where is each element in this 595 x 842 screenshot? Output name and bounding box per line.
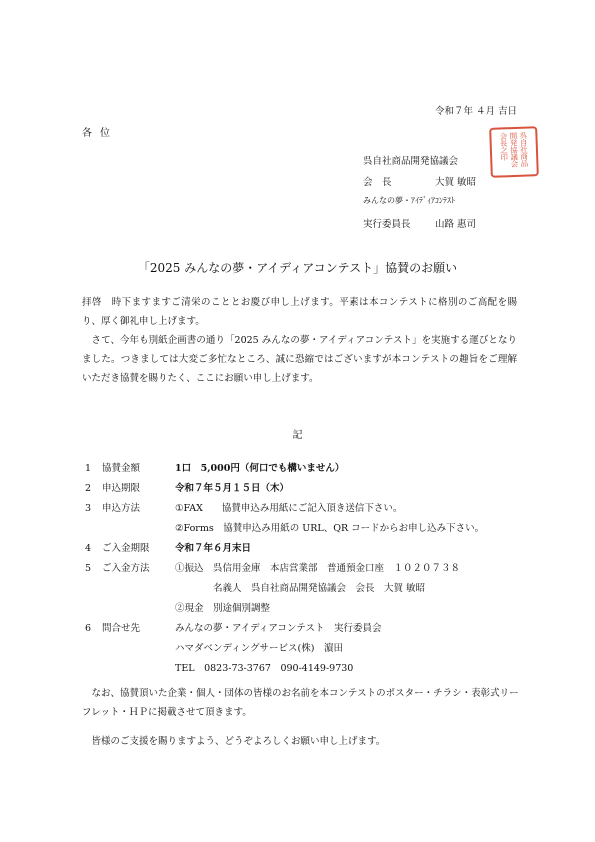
- item-value: ハマダベンディングサービス(株) 濵田: [175, 643, 343, 654]
- item-value: みんなの夢・アイディアコンテスト 実行委員会: [175, 623, 382, 634]
- item-label: 問合せ先: [102, 623, 141, 634]
- item-label: [102, 659, 175, 679]
- document-title: 「2025 みんなの夢・アイディアコンテスト」協賛のお願い: [137, 261, 458, 275]
- closing-notice: なお、協賛頂いた企業・個人・団体の皆様のお名前を本コンテストのポスター・チラシ・表彰式リーフレット・ＨＰに掲載させて頂きます。: [82, 688, 519, 718]
- item-label: [102, 639, 175, 659]
- item-number: [85, 579, 102, 599]
- seal-text-2: 開発協議会: [508, 131, 520, 168]
- item-label: 申込期限: [102, 483, 141, 494]
- item-label: [102, 579, 175, 599]
- item-number: [85, 519, 102, 539]
- item-value: 1口 5,000円（何口でも構いません）: [175, 463, 345, 474]
- item-number: 6: [85, 623, 92, 634]
- seal-stamp: [489, 126, 539, 178]
- seal-text-1: 呉自社商品: [518, 131, 530, 167]
- item-number: 4: [85, 543, 92, 554]
- committee-title: 実行委員長: [363, 219, 411, 230]
- item-number: 1: [85, 463, 92, 474]
- item-value: ②現金 別途個別調整: [175, 603, 271, 614]
- item-number: 2: [85, 483, 92, 494]
- item-label: ご入金方法: [102, 563, 150, 574]
- document-date: 令和７年 ４月 吉日: [434, 106, 517, 117]
- closing-regards: 皆様のご支援を賜りますよう、どうぞよろしくお願い申し上げます。: [82, 736, 386, 747]
- item-value: TEL 0823-73-3767 090-4149-9730: [175, 663, 354, 674]
- details-list: [85, 459, 525, 679]
- item-label: [102, 519, 175, 539]
- request-paragraph: さて、今年も別紙企画書の通り「2025 みんなの夢・アイディアコンテスト」を実施する運びとなりました。つきましては大変ご多忙なところ、誠に恐縮ではございますが本コンテストの趣旨をご理解いただき協賛を賜りたく、ここにお願い申し上げます。: [82, 335, 517, 384]
- item-number: [85, 659, 102, 679]
- item-number: [85, 599, 102, 619]
- item-label: 協賛金額: [102, 463, 141, 474]
- detail-row: [85, 559, 525, 579]
- chair-title: 会 長: [363, 177, 392, 188]
- detail-row: [85, 659, 525, 679]
- detail-row: [85, 599, 525, 619]
- sender-committee: [363, 216, 533, 237]
- item-label: 申込方法: [102, 503, 141, 514]
- item-value: 名義人 呉自社商品開発協議会 会長 大賀 敏昭: [175, 583, 426, 594]
- ki-heading: 記: [292, 430, 303, 441]
- chair-name: 大賀 敏昭: [435, 177, 477, 188]
- item-value: ①FAX 協賛申込み用紙にご記入頂き送信下さい。: [175, 503, 403, 514]
- item-label: [102, 599, 175, 619]
- item-value: ②Forms 協賛申込み用紙の URL、QR コードからお申し込み下さい。: [175, 523, 485, 534]
- addressee: 各位: [82, 128, 118, 139]
- detail-row: [85, 479, 525, 499]
- detail-row: [85, 639, 525, 659]
- item-value: ①振込 呉信用金庫 本店営業部 普通預金口座 １０２０７３８: [175, 563, 461, 574]
- item-number: 5: [85, 563, 92, 574]
- sender-org: 呉自社商品開発協議会: [363, 156, 459, 167]
- committee-name: 山路 惠司: [435, 219, 477, 230]
- item-number: [85, 639, 102, 659]
- detail-row: [85, 579, 525, 599]
- detail-row: [85, 459, 525, 479]
- item-value: 令和７年６月末日: [175, 543, 252, 554]
- detail-row: [85, 499, 525, 519]
- item-value: 令和７年５月１５日（木）: [175, 483, 290, 494]
- sender-contest: みんなの夢・ｱｲﾃﾞｨｱｺﾝﾃｽﾄ: [363, 196, 455, 205]
- item-number: 3: [85, 503, 92, 514]
- seal-text-3: 会長之印: [498, 132, 509, 161]
- item-label: ご入金期限: [102, 543, 150, 554]
- detail-row: [85, 539, 525, 559]
- greeting-paragraph: 拝啓 時下ますますご清栄のこととお慶び申し上げます。平素は本コンテストに格別のご高配を賜り、厚く御礼申し上げます。: [82, 297, 517, 327]
- detail-row: [85, 619, 525, 639]
- detail-row: [85, 519, 525, 539]
